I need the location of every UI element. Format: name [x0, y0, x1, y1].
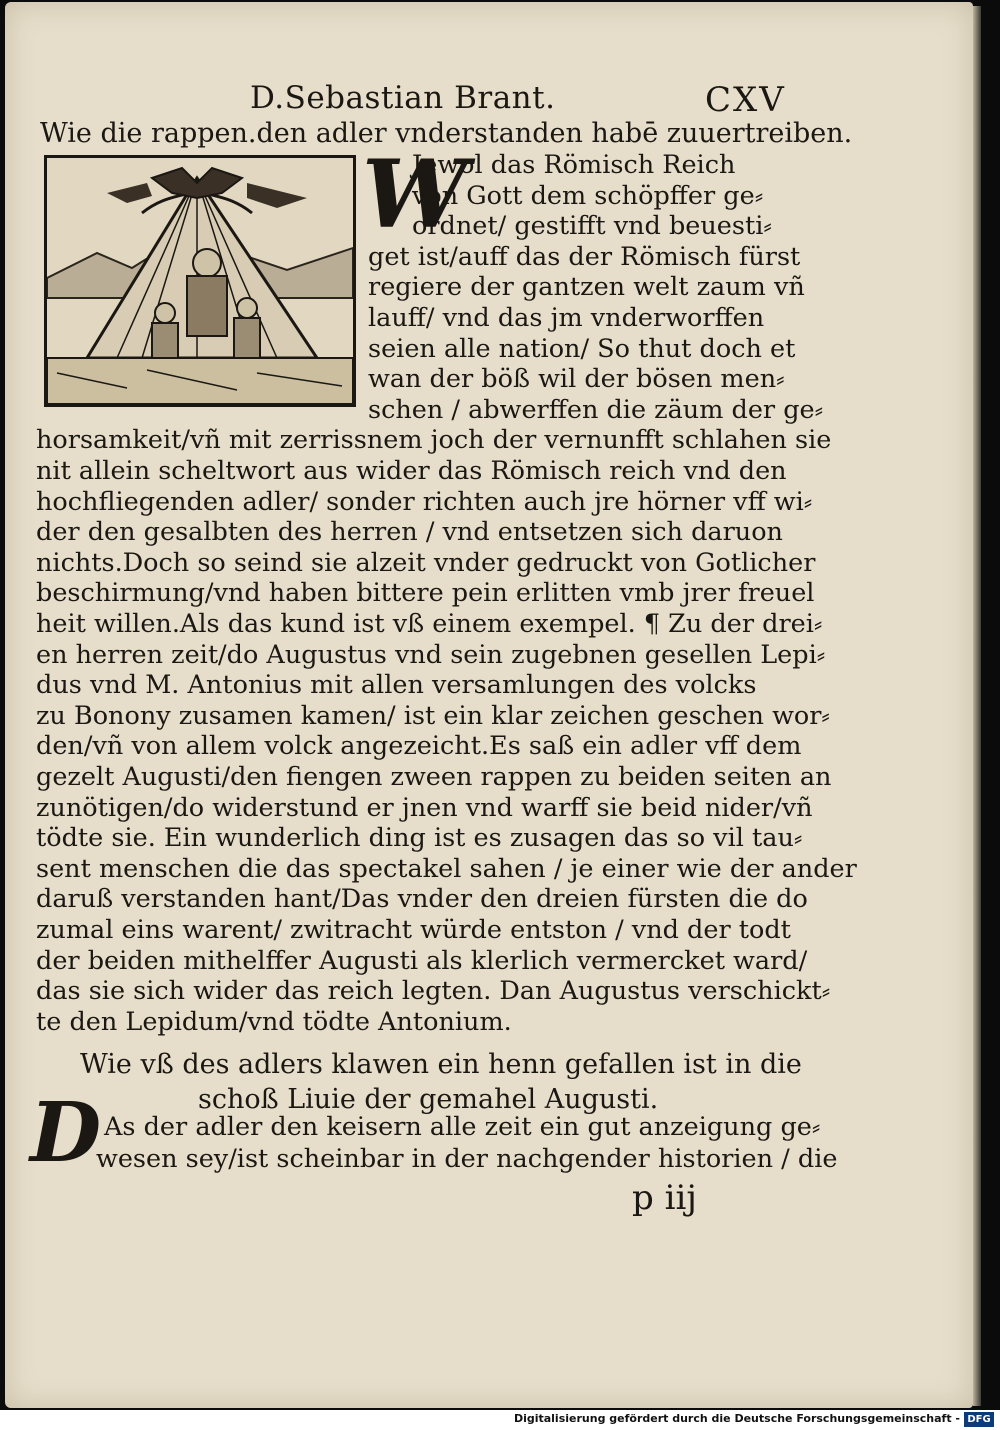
text-line: nit allein scheltwort aus wider das Römisch reich vnd den — [36, 456, 787, 486]
text-line: sent menschen die das spectakel sahen / je einer wie der ander — [36, 853, 857, 884]
text-line: zumal eins warent/ zwitracht würde entston / vnd der todt — [36, 915, 791, 945]
text-line: As der adler den keisern alle zeit ein gut anzeigung ge⸗ — [104, 1112, 821, 1142]
text-line: von Gott dem schöpffer ge⸗ — [412, 180, 764, 211]
text-line: nichts.Doch so seind sie alzeit vnder gedruckt von Gotlicher — [36, 547, 816, 578]
text-line: en herren zeit/do Augustus vnd sein zugebnen gesellen Lepi⸗ — [36, 639, 826, 670]
text-line: das sie sich wider das reich legten. Dan Augustus verschickt⸗ — [36, 976, 831, 1007]
drop-initial-w: W — [362, 140, 468, 250]
text-line: get ist/auff das der Römisch fürst — [368, 241, 801, 272]
section-heading-line-1: Wie vß des adlers klawen ein henn gefallen ist in die — [80, 1049, 802, 1080]
text-line: regiere der gantzen welt zaum vñ — [368, 272, 805, 303]
eagle-tent-woodcut-icon — [44, 155, 356, 407]
text-line: zu Bonony zusamen kamen/ ist ein klar zeichen geschen wor⸗ — [36, 700, 830, 731]
text-line: lauff/ vnd das jm vnderworffen — [368, 303, 765, 333]
text-line: wan der böß wil der bösen men⸗ — [368, 364, 785, 395]
text-line: dus vnd M. Antonius mit allen versamlungen des volcks — [36, 670, 757, 701]
chapter-heading: Wie die rappen.den adler vnderstanden habē zuuertreiben. — [40, 118, 853, 149]
drop-initial-d: D — [30, 1085, 102, 1181]
text-line: wesen sey/ist scheinbar in der nachgender historien / die — [96, 1144, 838, 1174]
signature-mark: p iij — [632, 1178, 697, 1218]
section-heading-line-2: schoß Liuie der gemahel Augusti. — [198, 1084, 659, 1115]
footer-credit: Digitalisierung gefördert durch die Deutsche Forschungsgemeinschaft - — [513, 1412, 960, 1425]
text-line: schen / abwerffen die zäum der ge⸗ — [368, 394, 824, 425]
text-line: Jewol das Römisch Reich — [412, 150, 736, 180]
text-line: horsamkeit/vñ mit zerrissnem joch der vernunfft schlahen sie — [36, 425, 832, 456]
text-line: der beiden mithelffer Augusti als klerlich vermercket ward/ — [36, 945, 808, 976]
text-line: beschirmung/vnd haben bittere pein erlitten vmb jrer freuel — [36, 578, 815, 609]
text-line: heit willen.Als das kund ist vß einem exempel. ¶ Zu der drei⸗ — [36, 609, 823, 639]
text-line: hochfliegenden adler/ sonder richten auch jre hörner vff wi⸗ — [36, 486, 813, 517]
text-line: tödte sie. Ein wunderlich ding ist es zusagen das so vil tau⸗ — [36, 823, 803, 854]
text-line: seien alle nation/ So thut doch et — [368, 333, 796, 364]
text-line: zunötigen/do widerstund er jnen vnd warff sie beid nider/vñ — [36, 792, 813, 823]
dfg-logo-icon: DFG — [964, 1412, 994, 1427]
folio-number: CXV — [705, 80, 786, 120]
text-line: den/vñ von allem volck angezeicht.Es saß ein adler vff dem — [36, 731, 802, 762]
text-line: daruß verstanden hant/Das vnder den dreien fürsten die do — [36, 884, 808, 915]
page-edge — [973, 6, 981, 1406]
text-line: der den gesalbten des herren / vnd entsetzen sich daruon — [36, 517, 783, 548]
running-head: D.Sebastian Brant. — [250, 80, 556, 116]
footer — [0, 1410, 1000, 1430]
text-line: gezelt Augusti/den fiengen zween rappen zu beiden seiten an — [36, 762, 832, 792]
text-line: te den Lepidum/vnd tödte Antonium. — [36, 1006, 512, 1037]
text-line: ordnet/ gestifft vnd beuesti⸗ — [412, 211, 772, 242]
